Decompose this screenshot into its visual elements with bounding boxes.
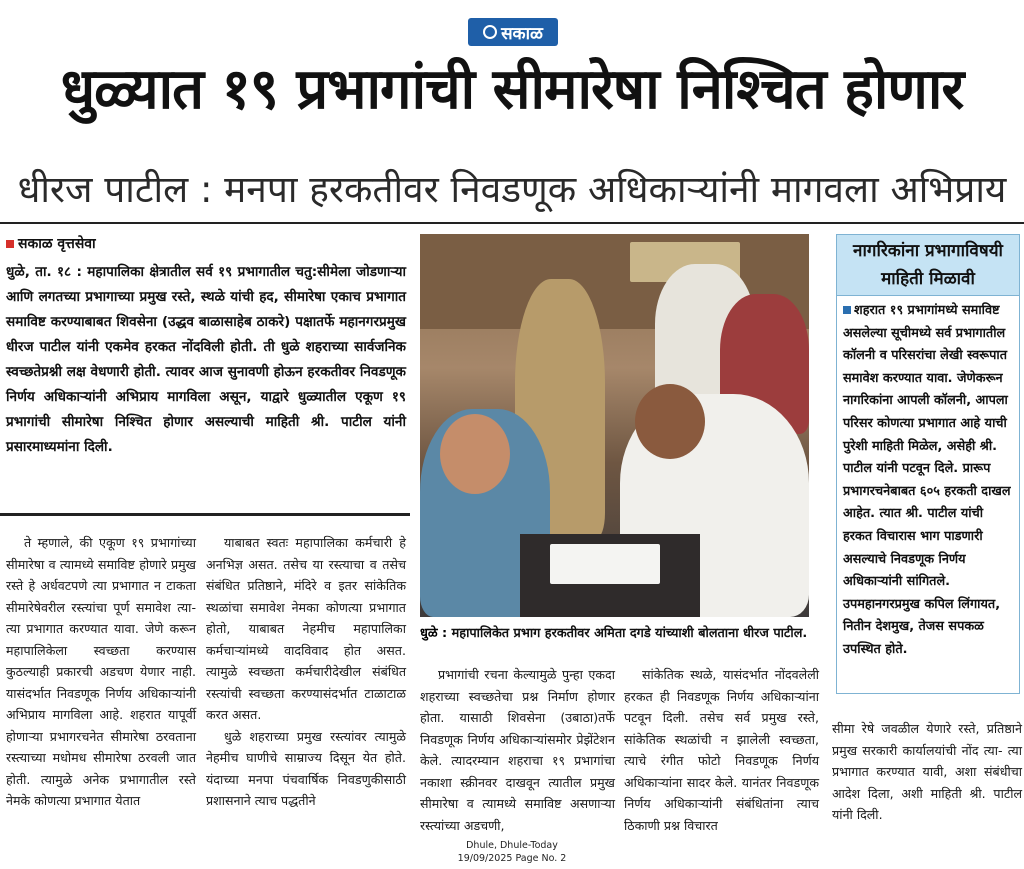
footer-date-page: 19/09/2025 Page No. 2 xyxy=(457,853,567,864)
byline xyxy=(6,234,96,253)
body-column-2 xyxy=(206,532,406,812)
lead-paragraph: धुळे, ता. १८ : महापालिका क्षेत्रातील सर्व १९ प्रभागातील चतु:सीमेला जोडणाऱ्या आणि लगतच्या प्रभागाच्या प्रमुख रस्ते, स्थळे यांची हद, सीमारेषा एकाच प्रभागात समाविष्ट करण्याबाबत शिवसेना (उद्धव बाळासाहेब ठाकरे) पक्षातर्फे महानगरप्रमुख धीरज पाटील यांनी एकमेव हरकत नोंदविली होती. ती धुळे शहराच्या सार्वजनिक स्वच्छतेप्रश्नी लक्ष वेधणारी होती. त्यावर आज सुनावणी होऊन हरकतीवर निवडणूक निर्णय अधिकाऱ्यांनी अभिप्राय मागविला असून, याद्वारे धुळ्यातील एकूण १९ प्रभागांची सीमारेषा निश्चित होणार असल्याची माहिती श्री. पाटील यांनी प्रसारमाध्यमांना दिली. xyxy=(6,264,406,455)
column-paragraph: सांकेतिक स्थळे, यासंदर्भात नोंदवलेली हरकत ही निवडणूक निर्णय अधिकाऱ्यांना पटवून दिली. तसेच सर्व प्रमुख रस्ते, सांकेतिक स्थळांची न झालेली स्वच्छता, त्याचे रंगीत फोटो निवडणूक निर्णय अधिकाऱ्यांना सादर केले. यानंतर निवडणूक निर्णय अधिकाऱ्यांनी संबंधितांना त्याच ठिकाणी प्रश्न विचारत xyxy=(624,667,819,833)
lead-divider xyxy=(0,513,410,516)
subheadline: धीरज पाटील : मनपा हरकतीवर निवडणूक अधिकाऱ्यांनी मागवला अभिप्राय xyxy=(17,168,1007,211)
byline-text: सकाळ वृत्तसेवा xyxy=(18,236,96,252)
body-column-4 xyxy=(624,664,819,836)
newspaper-logo xyxy=(468,18,558,46)
header-divider xyxy=(0,222,1024,224)
headline: धुळ्यात १९ प्रभागांची सीमारेषा निश्चित होणार xyxy=(60,57,964,122)
box-bullet-icon xyxy=(843,306,851,314)
column-paragraph: प्रभागांची रचना केल्यामुळे पुन्हा एकदा शहराच्या स्वच्छतेचा प्रश्न निर्माण होणार होता. यासाठी शिवसेना (उबाठा)तर्फे निवडणूक निर्णय अधिकाऱ्यांसमोर प्रेझेंटेशन केले. त्यादरम्यान शहराचा १९ प्रभागांचा नकाशा स्क्रीनवर दाखवून त्यातील प्रमुख सीमारेषा व त्यामध्ये समाविष्ट असणाऱ्या रस्त्यांच्या अडचणी, xyxy=(420,667,615,833)
logo-mark-icon xyxy=(483,25,497,39)
column-paragraph: सीमा रेषे जवळील येणारे रस्ते, प्रतिष्ठाने प्रमुख सरकारी कार्यालयांची नोंद त्या- त्या प्रभागात करण्यात यावी, अशा संबंधीचा आदेश दिला, अशी माहिती श्री. पाटील यांनी दिली. xyxy=(832,721,1022,822)
byline-square-icon xyxy=(6,240,14,248)
column-paragraph: धुळे शहराच्या प्रमुख रस्त्यांवर त्यामुळे नेहमीच घाणीचे साम्राज्य दिसून येत होते. यंदाच्या मनपा पंचवार्षिक निवडणुकीसाठी प्रशासनाने त्याच पद्धतीने xyxy=(206,728,406,808)
page-footer xyxy=(412,839,612,865)
caption-text: महापालिकेत प्रभाग हरकतीवर अमिता दगडे यांच्याशी बोलताना धीरज पाटील. xyxy=(451,626,808,641)
sidebar-box-body xyxy=(836,296,1020,694)
body-column-5 xyxy=(832,718,1022,826)
news-photo xyxy=(420,234,809,617)
photo-caption xyxy=(420,625,810,643)
sidebar-box-text: शहरात १९ प्रभागांमध्ये समाविष्ट असलेल्या सूचीमध्ये सर्व प्रभागातील कॉलनी व परिसरांचा लेखी स्वरूपात समावेश करण्यात यावा. जेणेकरून नागरिकांना आपली कॉलनी, आपला परिसर कोणत्या प्रभागात आहे याची पुरेशी माहिती मिळेल, असेही श्री. पाटील यांनी पटवून दिले. प्रारूप प्रभागरचनेबाबत ६०५ हरकती दाखल आहेत. त्यात श्री. पाटील यांची हरकत विचारास भाग पाडणारी असल्याचे निवडणूक निर्णय अधिकाऱ्यांनी सांगितले. उपमहानगरप्रमुख कपिल लिंगायत, नितीन देशमुख, तेजस सपकळ उपस्थित होते. xyxy=(843,303,1011,657)
logo-text: सकाळ xyxy=(501,23,543,44)
column-paragraph: याबाबत स्वतः महापालिका कर्मचारी हे अनभिज्ञ असत. तसेच या रस्त्याचा व तसेच संबंधित प्रतिष्ठाने, मंदिरे व इतर सांकेतिक स्थळांचा समावेश नेमका कोणत्या प्रभागात होतो, याबाबत नेहमीच महापालिका कर्मचाऱ्यांमध्ये वादविवाद होत असत. त्यामुळे स्वच्छता कर्मचारीदेखील संबंधित रस्त्यांची स्वच्छता करण्यासंदर्भात टाळाटाळ करत असत. xyxy=(206,535,406,722)
body-column-1 xyxy=(6,532,196,812)
body-column-3 xyxy=(420,664,615,836)
footer-edition: Dhule, Dhule-Today xyxy=(466,840,558,851)
caption-place: धुळे : xyxy=(420,626,448,641)
column-paragraph: ते म्हणाले, की एकूण १९ प्रभागांच्या सीमारेषा व त्यामध्ये समाविष्ट होणारे प्रमुख रस्ते हे अर्धवटपणे त्या प्रभागात न टाकता सीमारेषेवरील रस्त्यांचा पूर्ण समावेश त्या-त्या प्रभागात करण्यात यावा. जेणे करून महापालिकेला स्वच्छता करण्यास कुठल्याही प्रकारची अडचण येणार नाही. यासंदर्भात निवडणूक निर्णय अधिकाऱ्यांनी अभिप्राय मागविला आहे. शहरात यापूर्वी होणाऱ्या प्रभागरचनेत सीमारेषा ठरवताना रस्त्याच्या मधोमध सीमारेषा ठरवली जात होती. त्यामुळे अनेक प्रभागातील रस्ते नेमके कोणत्या प्रभागात येतात xyxy=(6,535,196,808)
sidebar-box-title: नागरिकांना प्रभागाविषयी माहिती मिळावी xyxy=(836,234,1020,296)
